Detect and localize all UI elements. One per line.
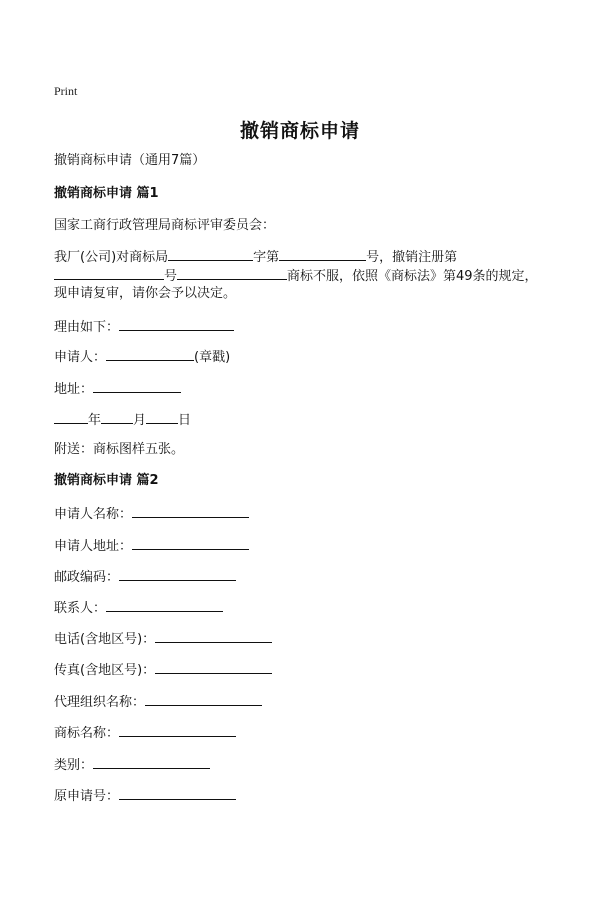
month-field[interactable] (101, 411, 133, 424)
field-label-applicant-address: 申请人地址： (54, 539, 133, 554)
field-label-trademark-name: 商标名称： (54, 726, 120, 741)
seal-note: (章戳) (194, 350, 231, 365)
body-paragraph-line-1 (54, 248, 457, 266)
applicant-row (54, 348, 230, 366)
date-row (54, 411, 191, 429)
reason-label: 理由如下： (54, 320, 120, 335)
field-row (54, 787, 236, 805)
field-input-trademark-name[interactable] (119, 724, 236, 737)
body-paragraph-line-3: 现申请复审，请你会予以决定。 (54, 286, 237, 301)
body-text-1: 我厂(公司)对商标局 (54, 250, 169, 265)
field-input-contact[interactable] (106, 599, 223, 612)
blank-office-number[interactable] (168, 248, 253, 261)
field-input-applicant-name[interactable] (132, 505, 249, 518)
field-input-phone[interactable] (155, 630, 272, 643)
field-input-original-application-number[interactable] (119, 787, 236, 800)
blank-word-number[interactable] (279, 248, 366, 261)
field-row (54, 537, 249, 555)
field-input-applicant-address[interactable] (132, 537, 249, 550)
body-text-2: 字第 (253, 250, 280, 265)
body-text-4: 号 (164, 269, 178, 284)
print-link[interactable]: Print (54, 84, 78, 98)
body-text-5: 商标不服，依照《商标法》第49条的规定， (287, 269, 538, 284)
day-label: 日 (178, 413, 192, 428)
applicant-label: 申请人： (54, 350, 107, 365)
body-text-3: 号，撤销注册第 (366, 250, 458, 265)
field-input-postal-code[interactable] (119, 568, 236, 581)
blank-trademark[interactable] (177, 267, 287, 280)
field-label-fax: 传真(含地区号)： (54, 663, 156, 678)
field-label-agency-name: 代理组织名称： (54, 695, 146, 710)
field-label-applicant-name: 申请人名称： (54, 507, 133, 522)
address-row (54, 380, 181, 398)
field-label-contact: 联系人： (54, 601, 107, 616)
field-label-phone: 电话(含地区号)： (54, 632, 156, 647)
page-title: 撤销商标申请 (239, 120, 360, 142)
field-row (54, 693, 262, 711)
day-field[interactable] (146, 411, 178, 424)
address-field[interactable] (93, 380, 181, 393)
blank-registration-number[interactable] (54, 267, 164, 280)
field-label-postal-code: 邮政编码： (54, 570, 120, 585)
field-label-category: 类别： (54, 758, 94, 773)
month-label: 月 (133, 413, 147, 428)
field-row (54, 661, 272, 679)
address-label: 地址： (54, 382, 94, 397)
field-row (54, 630, 272, 648)
year-label: 年 (88, 413, 102, 428)
field-row (54, 568, 236, 586)
field-row (54, 505, 249, 523)
field-input-fax[interactable] (155, 661, 272, 674)
recipient-line: 国家工商行政管理局商标评审委员会： (54, 218, 276, 233)
field-label-original-application-number: 原申请号： (54, 789, 120, 804)
section-heading-2: 撤销商标申请 篇2 (54, 473, 159, 488)
reason-field[interactable] (119, 318, 234, 331)
applicant-field[interactable] (106, 348, 194, 361)
field-row (54, 599, 223, 617)
field-row (54, 724, 236, 742)
field-row (54, 756, 210, 774)
field-input-agency-name[interactable] (145, 693, 262, 706)
year-field[interactable] (54, 411, 88, 424)
document-subtitle: 撤销商标申请（通用7篇） (54, 153, 206, 168)
attachment-line: 附送：商标图样五张。 (54, 442, 185, 457)
reason-row (54, 318, 234, 336)
body-paragraph-line-2 (54, 267, 538, 285)
field-input-category[interactable] (93, 756, 210, 769)
section-heading-1: 撤销商标申请 篇1 (54, 186, 159, 201)
